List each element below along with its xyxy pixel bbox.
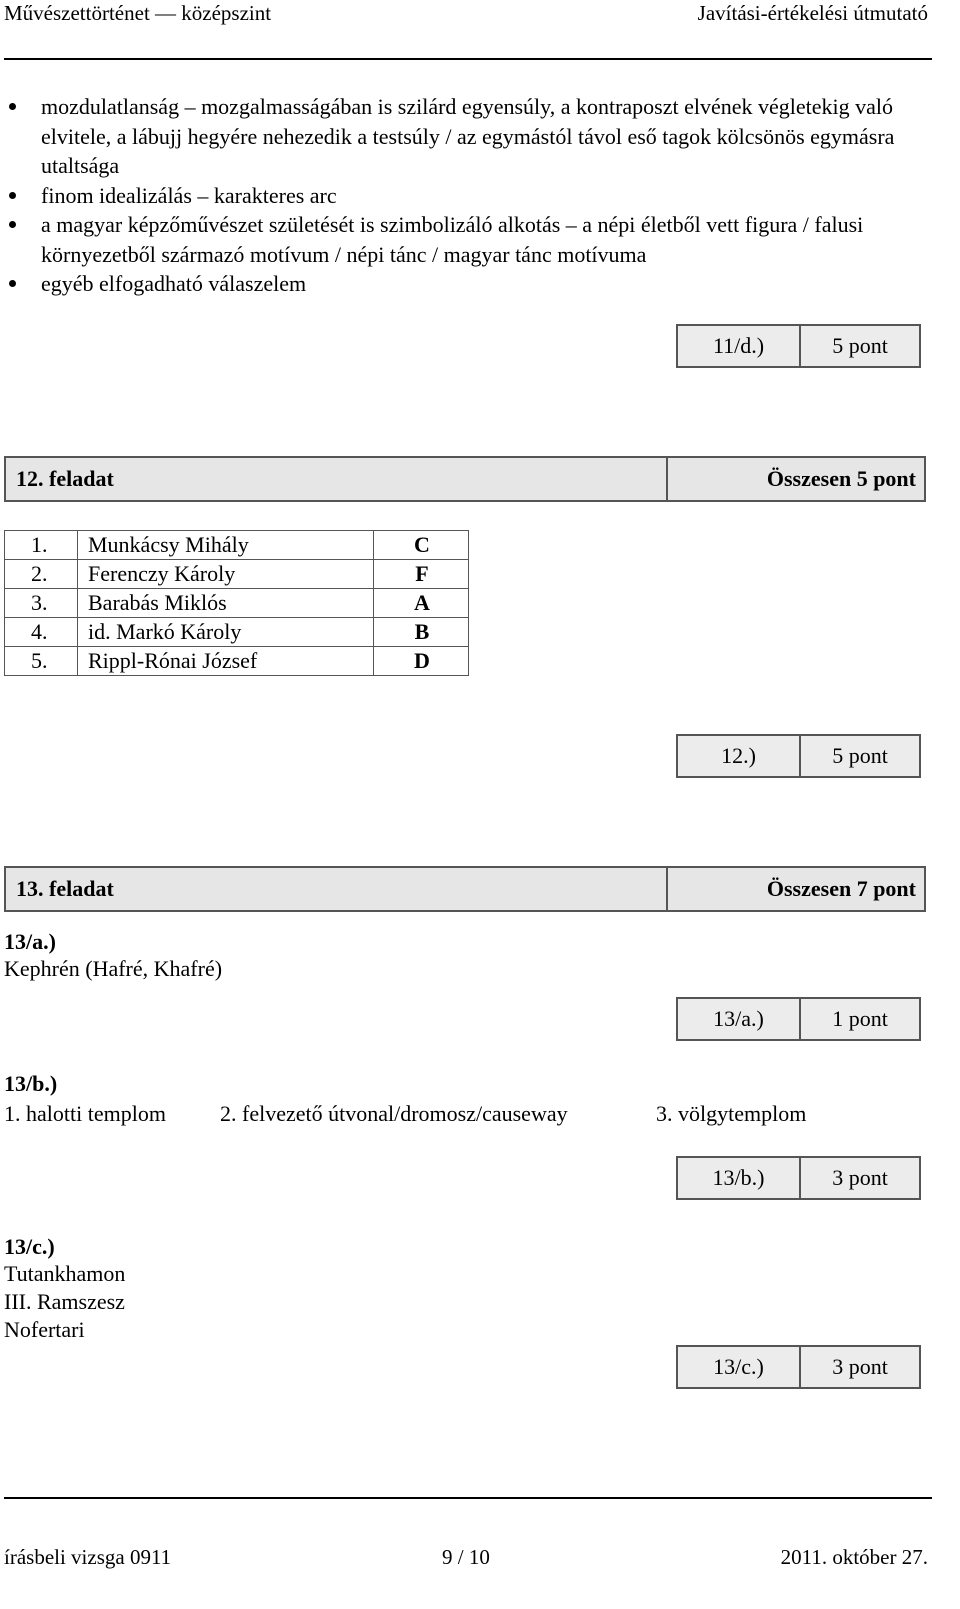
artist-name: Barabás Miklós: [78, 589, 374, 618]
table-row: [5, 647, 469, 676]
bullet-item: mozdulatlanság – mozgalmasságában is szilárd egyensúly, a kontraposzt elvének végletekig való elvitele, a lábujj hegyére nehezedik a testsúly / az egymástól távol eső tagok kölcsönös egymásra utaltsága: [4, 92, 914, 181]
score-points: 3 pont: [832, 1165, 888, 1190]
score-points: 1 pont: [832, 1006, 888, 1031]
bullet-item: a magyar képzőművészet születését is szimbolizáló alkotás – a népi életből vett figura / falusi környezetből származó motívum / népi tánc / magyar tánc motívuma: [4, 210, 914, 269]
bullet-item: finom idealizálás – karakteres arc: [4, 181, 914, 211]
bullet-item: egyéb elfogadható válaszelem: [4, 269, 914, 299]
footer-exam-code: írásbeli vizsga 0911: [4, 1545, 172, 1569]
subtask-13b-label: 13/b.): [4, 1071, 58, 1096]
subtask-13c-item: III. Ramszesz: [4, 1289, 125, 1314]
table-row: [5, 560, 469, 589]
answer-letter: D: [374, 647, 469, 676]
table-row: [5, 531, 469, 560]
subtask-13a-label: 13/a.): [4, 929, 56, 954]
row-number: 5.: [5, 647, 78, 676]
footer-page-number: 9 / 10: [442, 1545, 490, 1569]
table-row: [5, 618, 469, 647]
row-number: 1.: [5, 531, 78, 560]
subtask-13b-item: 3. völgytemplom: [656, 1101, 807, 1126]
footer-date: 2011. október 27.: [780, 1545, 928, 1569]
answer-bullet-list: [4, 92, 914, 299]
task-title: 12. feladat: [6, 458, 668, 500]
subtask-13b-item: 2. felvezető útvonal/dromosz/causeway: [220, 1101, 568, 1126]
score-box-13a: [676, 997, 921, 1041]
score-label: 12.): [678, 736, 801, 776]
score-box-11d: [676, 324, 921, 368]
header-subject: Művészettörténet — középszint: [4, 1, 272, 25]
answer-letter: B: [374, 618, 469, 647]
task-12-header: [4, 456, 926, 502]
row-number: 3.: [5, 589, 78, 618]
task-total: Összesen 7 pont: [766, 876, 916, 901]
subtask-13b-item: 1. halotti templom: [4, 1101, 166, 1126]
subtask-13c-item: Nofertari: [4, 1317, 85, 1342]
header-rule: [4, 58, 932, 60]
score-label: 13/b.): [678, 1158, 801, 1198]
row-number: 4.: [5, 618, 78, 647]
score-label: 13/a.): [678, 999, 801, 1039]
subtask-13a-answer: Kephrén (Hafré, Khafré): [4, 956, 223, 981]
score-label: 11/d.): [678, 326, 801, 366]
footer-rule: [4, 1497, 932, 1499]
artist-name: Ferenczy Károly: [78, 560, 374, 589]
task-title: 13. feladat: [6, 868, 668, 910]
artist-name: Munkácsy Mihály: [78, 531, 374, 560]
score-points: 3 pont: [832, 1354, 888, 1379]
answer-letter: C: [374, 531, 469, 560]
artist-name: id. Markó Károly: [78, 618, 374, 647]
matching-table: [4, 530, 469, 676]
subtask-13c-item: Tutankhamon: [4, 1261, 126, 1286]
score-points: 5 pont: [832, 743, 888, 768]
score-box-13b: [676, 1156, 921, 1200]
table-row: [5, 589, 469, 618]
answer-letter: F: [374, 560, 469, 589]
header-doc-type: Javítási-értékelési útmutató: [697, 1, 928, 25]
score-label: 13/c.): [678, 1347, 801, 1387]
answer-letter: A: [374, 589, 469, 618]
task-13-header: [4, 866, 926, 912]
score-box-12: [676, 734, 921, 778]
row-number: 2.: [5, 560, 78, 589]
score-points: 5 pont: [832, 333, 888, 358]
subtask-13c-label: 13/c.): [4, 1234, 55, 1259]
task-total: Összesen 5 pont: [766, 466, 916, 491]
score-box-13c: [676, 1345, 921, 1389]
artist-name: Rippl-Rónai József: [78, 647, 374, 676]
